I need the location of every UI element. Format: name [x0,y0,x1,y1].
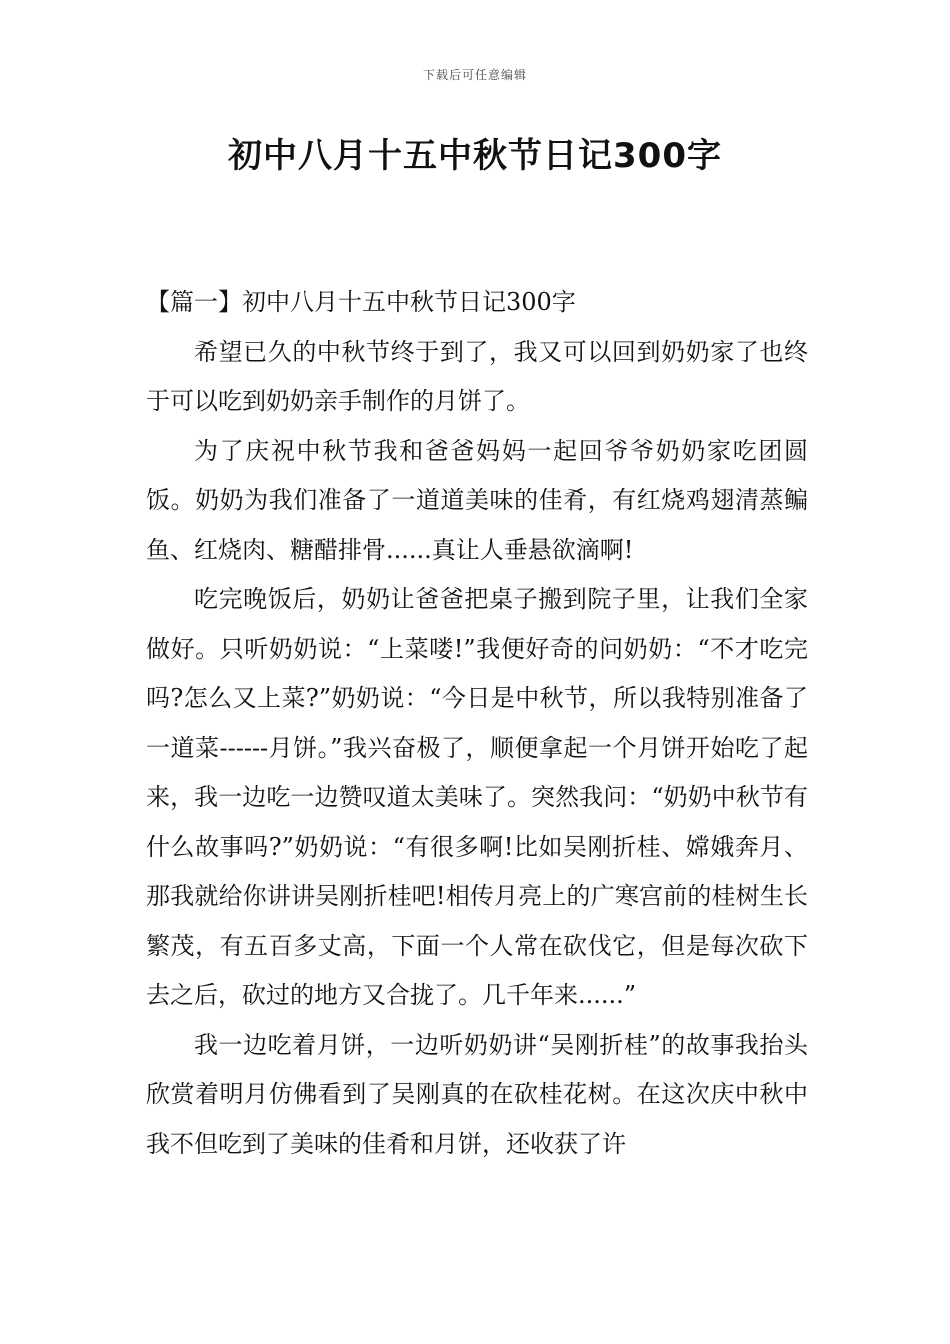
document-title: 初中八月十五中秋节日记300字 [228,136,722,176]
paragraph-1: 希望已久的中秋节终于到了，我又可以回到奶奶家了也终于可以吃到奶奶亲手制作的月饼了。 [146,337,808,415]
section-heading: 【篇一】初中八月十五中秋节日记300字 [146,288,576,316]
document-body [146,278,808,1169]
paragraph-3: 吃完晚饭后，奶奶让爸爸把桌子搬到院子里，让我们全家做好。只听奶奶说：“上菜喽!”我便好奇的问奶奶：“不才吃完吗?怎么又上菜?”奶奶说：“今日是中秋节，所以我特别准备了一道菜------月饼。”我兴奋极了，顺便拿起一个月饼开始吃了起来，我一边吃一边赞叹道太美味了。突然我问：“奶奶中秋节有什么故事吗?”奶奶说：“有很多啊!比如吴刚折桂、嫦娥奔月、那我就给你讲讲吴刚折桂吧!相传月亮上的广寒宫前的桂树生长繁茂，有五百多丈高，下面一个人常在砍伐它，但是每次砍下去之后，砍过的地方又合拢了。几千年来......” [146,585,808,1009]
paragraph-2: 为了庆祝中秋节我和爸爸妈妈一起回爷爷奶奶家吃团圆饭。奶奶为我们准备了一道道美味的佳肴，有红烧鸡翅清蒸鳊鱼、红烧肉、糖醋排骨......真让人垂悬欲滴啊! [146,436,808,564]
page-header-note: 下载后可任意编辑 [422,68,527,82]
paragraph-4: 我一边吃着月饼，一边听奶奶讲“吴刚折桂”的故事我抬头欣赏着明月仿佛看到了吴刚真的在砍桂花树。在这次庆中秋中我不但吃到了美味的佳肴和月饼，还收获了许 [146,1030,808,1158]
